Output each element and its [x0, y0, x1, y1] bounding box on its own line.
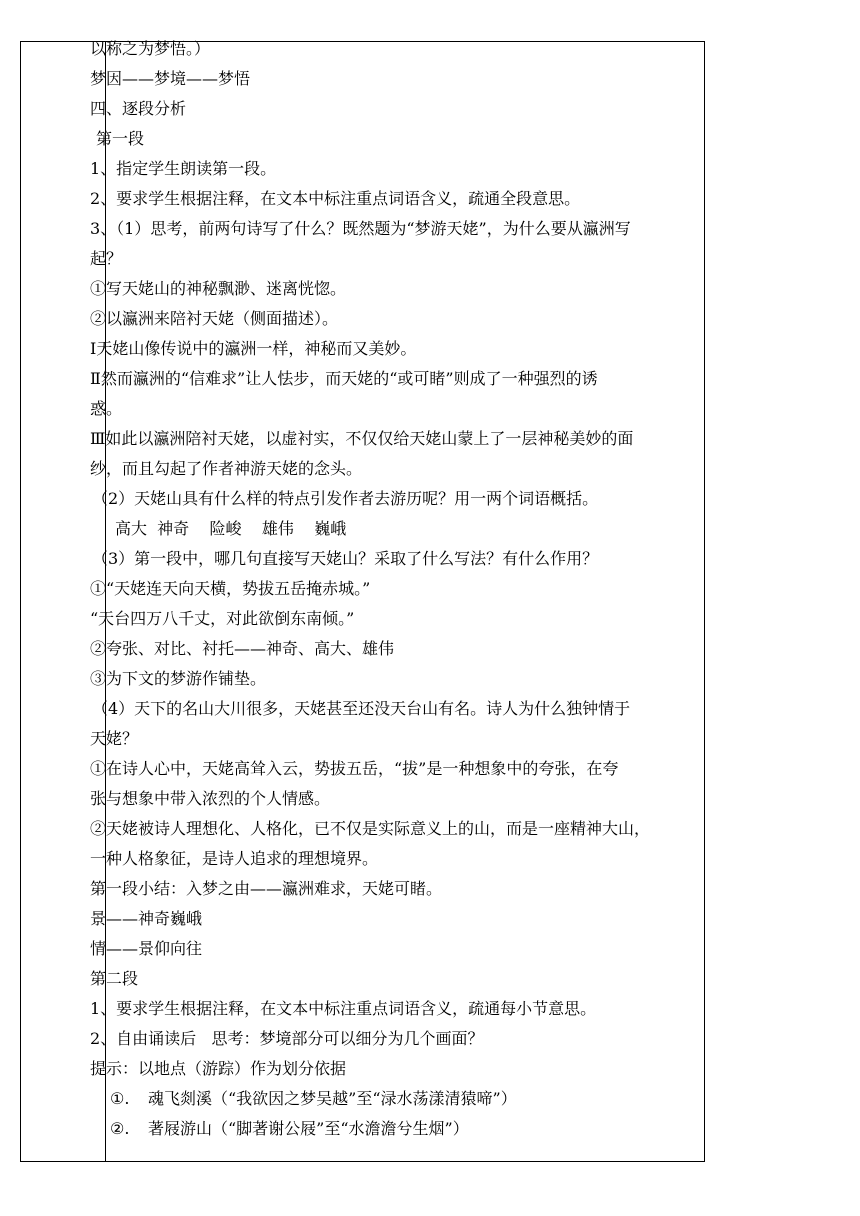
text-line: （3）第一段中，哪几句直接写天姥山？采取了什么写法？有什么作用？ — [92, 549, 599, 568]
text-line: 第一段小结：入梦之由——瀛洲难求，天姥可睹。 — [90, 879, 443, 898]
text-line: 以称之为梦悟。） — [90, 39, 211, 58]
subsection-heading: 第一段 — [96, 129, 145, 148]
list-text: 著屐游山（“脚著谢公屐”至“水澹澹兮生烟”） — [148, 1119, 469, 1138]
text-line: 情——景仰向往 — [90, 939, 203, 958]
text-line: ①在诗人心中，天姥高耸入云，势拔五岳，“拔”是一种想象中的夸张，在夸 — [90, 759, 619, 778]
text-line: 2、自由诵读后 思考：梦境部分可以细分为几个画面？ — [90, 1029, 484, 1048]
text-line: ②以瀛洲来陪衬天姥（侧面描述）。 — [90, 309, 339, 328]
text-line: （4）天下的名山大川很多，天姥甚至还没天台山有名。诗人为什么独钟情于 — [92, 699, 631, 718]
text-line: 一种人格象征，是诗人追求的理想境界。 — [90, 849, 379, 868]
text-line: 梦因——梦境——梦悟 — [90, 69, 251, 88]
text-line: 张与想象中带入浓烈的个人情感。 — [90, 789, 331, 808]
text-line: 纱，而且勾起了作者神游天姥的念头。 — [90, 459, 363, 478]
text-line: ①“天姥连天向天横，势拔五岳掩赤城。” — [90, 579, 371, 598]
lesson-content — [90, 34, 702, 1144]
list-number: ②. — [110, 1119, 130, 1138]
list-item — [90, 1114, 702, 1144]
text-line: 1、指定学生朗读第一段。 — [90, 159, 277, 178]
text-line: ②天姥被诗人理想化、人格化，已不仅是实际意义上的山，而是一座精神大山， — [90, 819, 651, 838]
text-line: 惑。 — [90, 399, 123, 418]
list-item — [90, 1084, 702, 1114]
text-line: “天台四万八千丈，对此欲倒东南倾。” — [90, 609, 355, 628]
text-line: 3、（1）思考，前两句诗写了什么？既然题为“梦游天姥”，为什么要从瀛洲写 — [90, 219, 631, 238]
text-line: （2）天姥山具有什么样的特点引发作者去游历呢？用一两个词语概括。 — [92, 489, 599, 508]
text-line: 景——神奇巍峨 — [90, 909, 203, 928]
section-heading: 四、逐段分析 — [90, 99, 187, 118]
text-line: 2、要求学生根据注释，在文本中标注重点词语含义，疏通全段意思。 — [90, 189, 581, 208]
text-line: 天姥？ — [90, 729, 139, 748]
text-line: 提示：以地点（游踪）作为划分依据 — [90, 1059, 347, 1078]
list-text: 魂飞剡溪（“我欲因之梦吴越”至“渌水荡漾清猿啼”） — [148, 1089, 517, 1108]
text-line: Ⅲ如此以瀛洲陪衬天姥，以虚衬实，不仅仅给天姥山蒙上了一层神秘美妙的面 — [90, 429, 634, 448]
list-number: ①. — [110, 1089, 130, 1108]
text-line: Ⅱ然而瀛洲的“信难求”让人怯步，而天姥的“或可睹”则成了一种强烈的诱 — [90, 369, 598, 388]
text-line: ③为下文的梦游作铺垫。 — [90, 669, 267, 688]
text-line: 1、要求学生根据注释，在文本中标注重点词语含义，疏通每小节意思。 — [90, 999, 597, 1018]
keyword-line: 高大 神奇 险峻 雄伟 巍峨 — [115, 519, 347, 538]
text-line: Ⅰ天姥山像传说中的瀛洲一样，神秘而又美妙。 — [90, 339, 417, 358]
text-line: 起？ — [90, 249, 123, 268]
text-line: ②夸张、对比、衬托——神奇、高大、雄伟 — [90, 639, 395, 658]
text-line: ①写天姥山的神秘飘渺、迷离恍惚。 — [90, 279, 347, 298]
subsection-heading: 第二段 — [90, 969, 139, 988]
